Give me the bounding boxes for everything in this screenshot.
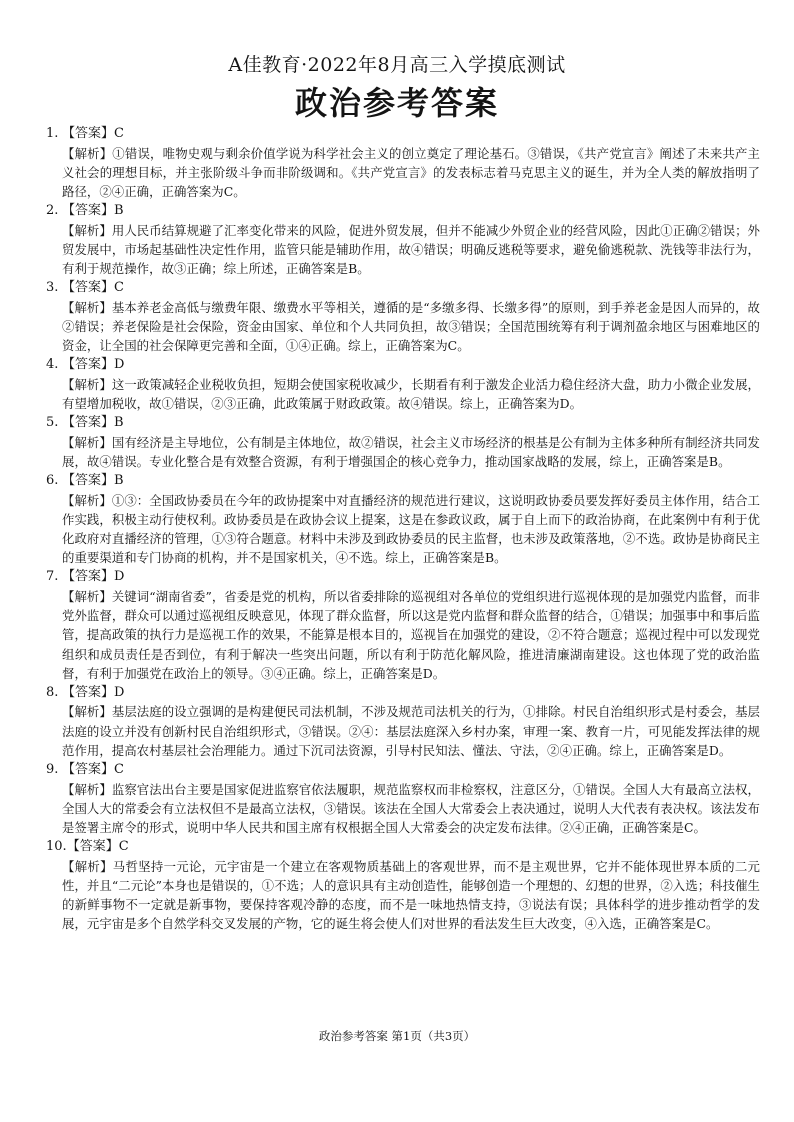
explanation-text: 【解析】国有经济是主导地位，公有制是主体地位，故②错误，社会主义市场经济的根基是公有制为主体多种所有制经济共同发展，故④错误。专业化整合是有效整合资源，有利于增强国企的核心竞争力，推动国家战略的发展，综上，正确答案是B。 bbox=[62, 434, 760, 469]
question-list bbox=[46, 124, 760, 934]
question-item bbox=[46, 837, 760, 933]
question-item bbox=[46, 278, 760, 355]
answer-label: 【答案】C bbox=[62, 280, 124, 296]
question-item bbox=[46, 471, 760, 567]
question-number: 2. bbox=[46, 203, 59, 219]
answer-line bbox=[46, 124, 760, 144]
question-number: 3. bbox=[46, 280, 59, 296]
question-number: 1. bbox=[46, 126, 59, 141]
question-item bbox=[46, 124, 760, 201]
explanation-text: 【解析】监察官法出台主要是国家促进监察官依法履职，规范监察权而非检察权，注意区分，①错误。全国人大有最高立法权，全国人大的常委会有立法权但不是最高立法权，③错误。该法在全国人大常委会上表决通过，说明人大代表有表决权。该法发布是签署主席令的形式，说明中华人民共和国主席有权根据全国人大常委会的决定发布法律。②④正确，正确答案是C。 bbox=[62, 781, 760, 835]
question-item bbox=[46, 355, 760, 413]
answer-line bbox=[46, 683, 760, 703]
explanation-text: 【解析】用人民币结算规避了汇率变化带来的风险，促进外贸发展，但并不能减少外贸企业的经营风险，因此①正确②错误；外贸发展中，市场起基础性决定性作用，监管只能是辅助作用，故④错误；明确反逃税等要求，避免偷逃税款、洗钱等非法行为，有利于规范操作，故③正确；综上所述，正确答案是B。 bbox=[62, 222, 760, 277]
explanation-text: 【解析】①③：全国政协委员在今年的政协提案中对直播经济的规范进行建议，这说明政协委员要发挥好委员主体作用，结合工作实践，积极主动行使权利。政协委员是在政协会议上提案，这是在参政议政，属于自上而下的政治协商，在此案例中有利于优化政府对直播经济的管理，①③符合题意。材料中未涉及到政协委员的民主监督，也未涉及政策落地，②不选。政协是协商民主的重要渠道和专门协商的机构，并不是国家机关，④不选。综上，正确答案是B。 bbox=[62, 492, 760, 566]
answer-label: 【答案】C bbox=[66, 839, 129, 855]
answer-label: 【答案】B bbox=[62, 473, 124, 489]
explanation-text: 【解析】这一政策减轻企业税收负担，短期会使国家税收减少，长期看有利于激发企业活力稳住经济大盘，助力小微企业发展，有望增加税收，故①错误，②③正确，此政策属于财政政策。故④错误。综上，正确答案为D。 bbox=[62, 376, 760, 412]
answer-line bbox=[46, 278, 760, 298]
explanation-text: 【解析】马哲坚持一元论，元宇宙是一个建立在客观物质基础上的客观世界，而不是主观世界，它并不能体现世界本质的二元性，并且“二元论”本身也是错误的，①不选；人的意识具有主动创造性，能够创造一个理想的、幻想的世界，②入选；科技催生的新鲜事物不一定就是新事物，要保持客观冷静的态度，而不是一味地热情支持，③说法有误；具体科学的进步推动哲学的发展，元宇宙是多个自然学科交叉发展的产物，它的诞生将会使人们对世界的看法发生巨大改变，④入选，正确答案是C。 bbox=[62, 858, 760, 932]
page-footer: 政治参考答案 第1页（共3页） bbox=[318, 1029, 476, 1043]
answer-line bbox=[46, 201, 760, 221]
answer-label: 【答案】D bbox=[62, 569, 125, 585]
question-item bbox=[46, 760, 760, 837]
question-item bbox=[46, 683, 760, 760]
question-number: 7. bbox=[46, 569, 59, 585]
question-number: 6. bbox=[46, 473, 59, 489]
answer-line bbox=[46, 567, 760, 587]
answer-label: 【答案】D bbox=[62, 357, 125, 373]
page-title: 政治参考答案 bbox=[294, 84, 499, 122]
explanation-text: 【解析】①错误，唯物史观与剩余价值学说为科学社会主义的创立奠定了理论基石。③错误，《共产党宣言》阐述了未来共产主义社会的理想目标，并主张阶级斗争而非阶级调和。《共产党宣言》的发表标志着马克思主义的诞生，并为全人类的解放指明了路径，②④正确，正确答案为C。 bbox=[62, 145, 760, 199]
question-item bbox=[46, 567, 760, 683]
question-item bbox=[46, 413, 760, 471]
answer-line bbox=[46, 355, 760, 375]
answer-line bbox=[46, 760, 760, 780]
answer-label: 【答案】B bbox=[62, 203, 124, 219]
answer-label: 【答案】B bbox=[62, 415, 124, 431]
answer-label: 【答案】C bbox=[62, 126, 124, 141]
answer-label: 【答案】D bbox=[62, 684, 125, 700]
explanation-text: 【解析】基本养老金高低与缴费年限、缴费水平等相关，遵循的是“多缴多得、长缴多得”的原则，到手养老金是因人而异的，故②错误；养老保险是社会保险，资金由国家、单位和个人共同负担，故③错误；全国范围统筹有利于调剂盈余地区与困难地区的资金，让全国的社会保障更完善和全面，①④正确。综上，正确答案为C。 bbox=[62, 299, 760, 354]
explanation-text: 【解析】关键词“湖南省委”，省委是党的机构，所以省委排除的巡视组对各单位的党组织进行巡视体现的是加强党内监督，而非党外监督，群众可以通过巡视组反映意见，体现了群众监督，所以这是党内监督和群众监督的结合，①错误；加强事中和事后监管，提高政策的执行力是巡视工作的效果，不能算是根本目的，巡视旨在加强党的建设，②不符合题意；巡视过程中可以发现党组织和成员责任是否到位，有利于解决一些突出问题，所以有利于防范化解风险，推进清廉湖南建设。这也体现了党的政治监督，有利于加强党在政治上的领导。③④正确。综上，正确答案是D。 bbox=[62, 588, 760, 681]
answer-line bbox=[46, 471, 760, 491]
explanation-text: 【解析】基层法庭的设立强调的是构建便民司法机制，不涉及规范司法机关的行为，①排除。村民自治组织形式是村委会，基层法庭的设立并没有创新村民自治组织形式，③错误。②④：基层法庭深入乡村办案，审理一案、教育一片，可见能发挥法律的规范作用，提高农村基层社会治理能力。通过下沉司法资源，引导村民知法、懂法、守法，②④正确。综上，正确答案是D。 bbox=[62, 704, 760, 758]
answer-line bbox=[46, 413, 760, 433]
question-item bbox=[46, 201, 760, 278]
question-number: 9. bbox=[46, 762, 59, 778]
answer-label: 【答案】C bbox=[62, 762, 124, 778]
answer-line bbox=[46, 837, 760, 857]
question-number: 4. bbox=[46, 357, 59, 373]
exam-title: A佳教育·2022年8月高三入学摸底测试 bbox=[228, 54, 566, 76]
question-number: 8. bbox=[46, 684, 59, 700]
question-number: 10. bbox=[46, 839, 67, 855]
question-number: 5. bbox=[46, 415, 59, 431]
